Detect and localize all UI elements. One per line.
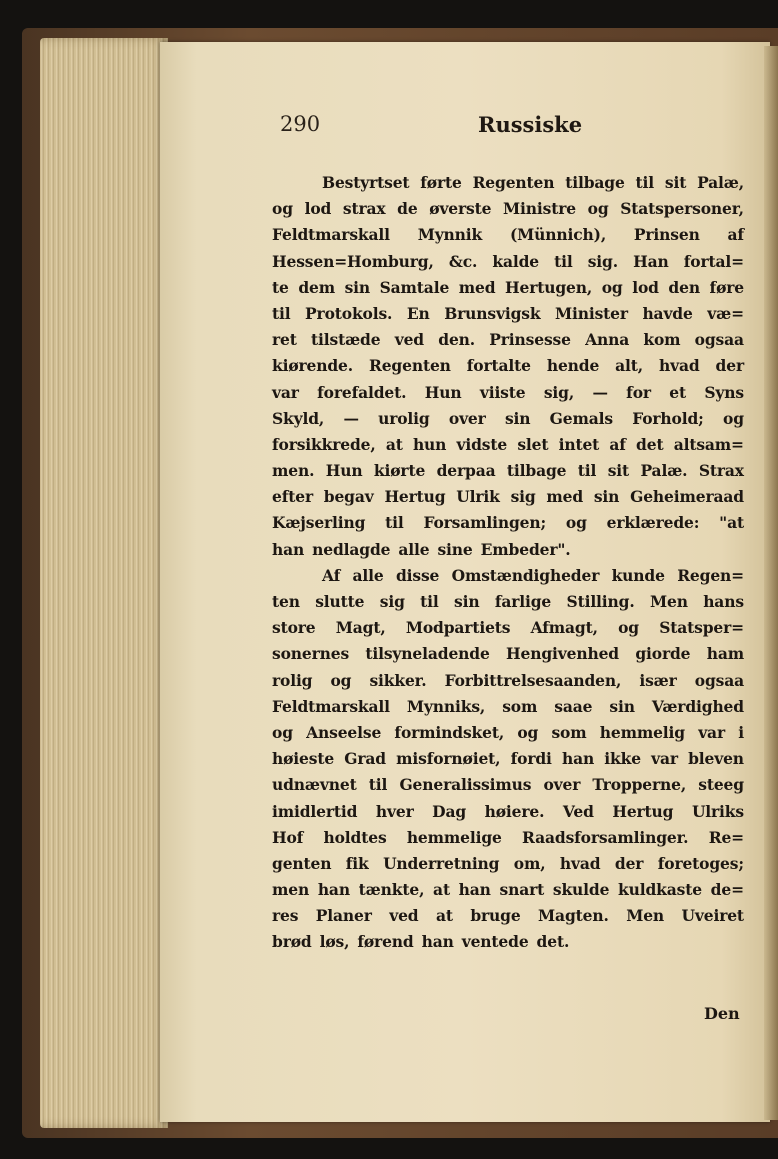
text-line: Skyld, — urolig over sin Gemals Forhold; og xyxy=(272,408,744,428)
paragraph-1 xyxy=(272,170,744,563)
text-line: Hessen=Homburg, &c. kalde til sig. Han fortal= xyxy=(272,251,744,271)
text-line: var forefaldet. Hun viiste sig, — for et Syns xyxy=(272,382,744,402)
text-line: til Protokols. En Brunsvigsk Minister havde væ= xyxy=(272,303,744,323)
page-number: 290 xyxy=(280,112,321,136)
paragraph-2 xyxy=(272,563,744,956)
body-text xyxy=(272,170,744,956)
text-line: kiørende. Regenten fortalte hende alt, hvad der xyxy=(272,356,744,376)
text-line: høieste Grad misfornøiet, fordi han ikke var bleven xyxy=(272,749,744,769)
text-line: rolig og sikker. Forbittrelsesaanden, især ogsaa xyxy=(272,670,744,690)
running-header xyxy=(160,112,770,142)
text-line: brød løs, førend han ventede det. xyxy=(272,932,570,952)
next-page-edge xyxy=(764,46,778,1120)
text-line: ten slutte sig til sin farlige Stilling. Men hans xyxy=(272,592,744,611)
text-line: udnævnet til Generalissimus over Tropperne, steeg xyxy=(272,775,744,795)
text-line: men. Hun kiørte derpaa tilbage til sit Palæ. Strax xyxy=(272,461,744,481)
text-line: genten fik Underretning om, hvad der foretoges; xyxy=(272,853,744,873)
text-line: og Anseelse formindsket, og som hemmelig var i xyxy=(272,722,744,742)
text-line: imidlertid hver Dag høiere. Ved Hertug Ulriks xyxy=(272,801,744,821)
text-line: men han tænkte, at han snart skulde kuldkaste de= xyxy=(272,880,744,900)
text-line: Bestyrtset førte Regenten tilbage til sit Palæ, xyxy=(322,173,744,192)
text-line: han nedlagde alle sine Embeder". xyxy=(272,539,571,559)
text-line: res Planer ved at bruge Magten. Men Uveiret xyxy=(272,906,744,926)
running-title: Russiske xyxy=(478,112,583,137)
text-line: og lod strax de øverste Ministre og Statspersoner, xyxy=(272,199,744,219)
text-line: Af alle disse Omstændigheder kunde Regen= xyxy=(322,565,744,585)
text-line: forsikkrede, at hun vidste slet intet af det altsam= xyxy=(272,434,744,454)
catchword: Den xyxy=(704,1004,740,1023)
text-line: ret tilstæde ved den. Prinsesse Anna kom ogsaa xyxy=(272,330,744,350)
text-line: te dem sin Samtale med Hertugen, og lod den føre xyxy=(272,277,744,297)
text-line: Hof holdtes hemmelige Raadsforsamlinger. Re= xyxy=(272,827,744,847)
text-line: efter begav Hertug Ulrik sig med sin Geheimeraad xyxy=(272,487,744,507)
book-page xyxy=(160,42,770,1122)
text-line: store Magt, Modpartiets Afmagt, og Statsper= xyxy=(272,618,744,638)
text-line: Feldtmarskall Mynniks, som saae sin Værdighed xyxy=(272,696,744,716)
text-line: Feldtmarskall Mynnik (Münnich), Prinsen af xyxy=(272,225,744,245)
text-line: sonernes tilsyneladende Hengivenhed giorde ham xyxy=(272,644,744,664)
page-edges xyxy=(40,38,168,1128)
text-line: Kæjserling til Forsamlingen; og erklærede: "at xyxy=(272,513,744,533)
